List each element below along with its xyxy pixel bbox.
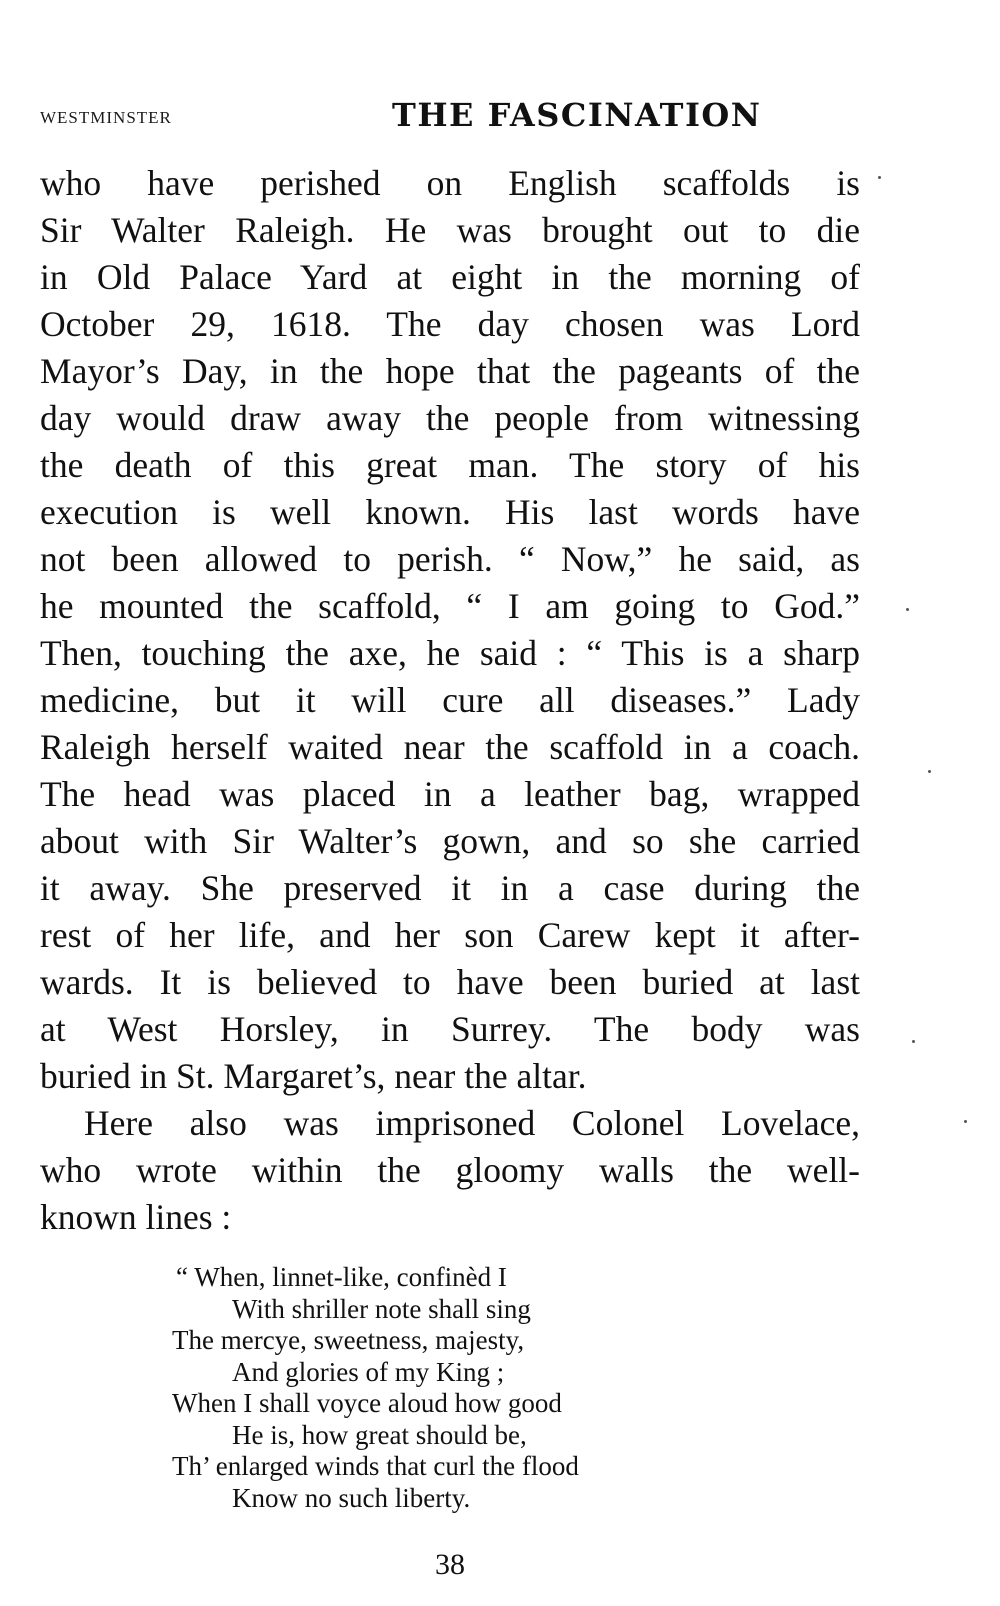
paper-speck xyxy=(928,770,931,773)
running-head-section: WESTMINSTER xyxy=(40,108,172,127)
text-line: medicine, but it will cure all diseases.” Lady xyxy=(40,680,860,720)
verse-line: Th’ enlarged winds that curl the flood xyxy=(172,1451,579,1481)
verse-line: Know no such liberty. xyxy=(232,1482,471,1513)
text-line: buried in St. Margaret’s, near the altar. xyxy=(40,1056,587,1096)
verse-quotation xyxy=(172,1262,772,1514)
paragraph-lovelace xyxy=(40,1100,860,1241)
paper-speck xyxy=(906,608,909,611)
paper-speck xyxy=(878,176,881,179)
text-line: execution is well known. His last words have xyxy=(40,492,860,532)
text-line: Raleigh herself waited near the scaffold in a coach. xyxy=(40,727,860,767)
text-line: who wrote within the gloomy walls the well- xyxy=(40,1150,860,1190)
paper-speck xyxy=(912,1040,915,1043)
text-line: in Old Palace Yard at eight in the morning of xyxy=(40,257,860,297)
text-line: known lines : xyxy=(40,1197,232,1237)
verse-line: When I shall voyce aloud how good xyxy=(172,1388,562,1418)
text-line: Then, touching the axe, he said : “ This is a sharp xyxy=(40,633,860,673)
text-line: The head was placed in a leather bag, wrapped xyxy=(40,774,860,814)
running-head xyxy=(40,96,860,136)
text-line: Mayor’s Day, in the hope that the pageants of the xyxy=(40,351,860,391)
paragraph-raleigh xyxy=(40,160,860,1100)
paper-speck xyxy=(964,1120,967,1123)
verse-line: He is, how great should be, xyxy=(232,1419,527,1450)
text-line: October 29, 1618. The day chosen was Lord xyxy=(40,304,860,344)
text-line: who have perished on English scaffolds is xyxy=(40,163,860,203)
verse-line: “ When, linnet-like, confinèd I xyxy=(176,1262,507,1292)
verse-line: And glories of my King ; xyxy=(232,1356,505,1387)
running-head-title: THE FASCINATION xyxy=(392,96,762,134)
text-line: wards. It is believed to have been buried at last xyxy=(40,962,860,1002)
verse-line: The mercye, sweetness, majesty, xyxy=(172,1325,525,1355)
page-number-text: 38 xyxy=(435,1548,465,1581)
text-line: about with Sir Walter’s gown, and so she carried xyxy=(40,821,860,861)
text-line: at West Horsley, in Surrey. The body was xyxy=(40,1009,860,1049)
text-line: not been allowed to perish. “ Now,” he said, as xyxy=(40,539,860,579)
text-line: Sir Walter Raleigh. He was brought out to die xyxy=(40,210,860,250)
text-line: Here also was imprisoned Colonel Lovelace, xyxy=(84,1103,860,1143)
body-text xyxy=(40,160,860,1241)
text-line: he mounted the scaffold, “ I am going to God.” xyxy=(40,586,860,626)
verse-line: With shriller note shall sing xyxy=(232,1293,531,1324)
text-line: rest of her life, and her son Carew kept it after- xyxy=(40,915,860,955)
page-number xyxy=(0,1548,900,1582)
text-line: the death of this great man. The story of his xyxy=(40,445,860,485)
text-line: day would draw away the people from witnessing xyxy=(40,398,860,438)
text-line: it away. She preserved it in a case during the xyxy=(40,868,860,908)
